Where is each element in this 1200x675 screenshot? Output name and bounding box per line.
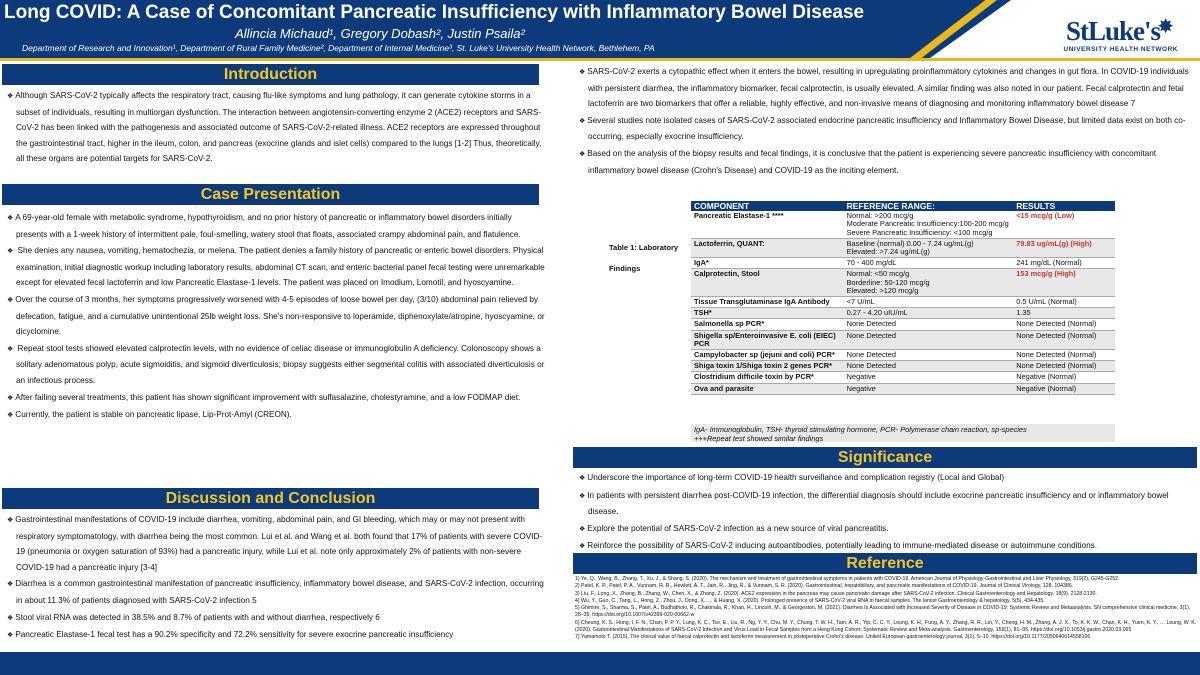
reference-range-cell: Normal: <50 mcg/g Borderline: 50-120 mcg/g Elevated: >120 mcg/g [844,269,1014,297]
discussion-heading: Discussion and Conclusion [2,488,539,509]
list-item: ❖ Explore the potential of SARS-CoV-2 infection as a new source of viral pancreatitis. [579,523,889,533]
introduction-body [7,88,545,168]
reference-range-cell: None Detected [844,350,1014,361]
component-cell: Shigella sp/Enteroinvasive E. coli (EIEC) PCR [691,330,844,349]
result-cell: 0.5 U/mL (Normal) [1013,297,1115,308]
component-cell: Salmonella sp PCR* [691,319,844,330]
list-item: ❖ She denies any nausea, vomiting, hematochezia, or melena. The patient denies a family history of pancreatic or enteric bowel disorders. Physical examination, initial diagnostic workup including laboratory results, abdominal CT scan, and enteric bacterial panel fecal testing were unremarkable except for elevated fecal lactoferrin and low Pancreatic Elastase-1 levels. The patient was placed on Imodium, Lomotil, and hyoscyamine. [7,246,545,288]
reference-item: 7) Yamamoto T. (2015). The clinical value of faecal calprotectin and lactoferrin measurement in postoperative Crohn's disease. United European gastroenterology journal, 3(1), 5–10. https://doi.org/10.1177/2050640614558106 [575,634,1091,641]
poster-footer [0,652,1200,675]
list-item: ❖ After failing several treatments, this patient has shown significant improvement with sulfasalazine, cholestyramine, and a low FODMAP diet. [7,392,521,402]
component-cell: Tissue Transglutaminase IgA Antibody [691,297,844,308]
table-header: REFERENCE RANGE: [844,201,1014,211]
table-row [691,308,1115,319]
result-cell: None Detected (Normal) [1013,361,1115,372]
reference-item: 1) Ye, Q., Wang, B., Zhang, T., Xu, J., & Shang, S. (2020). The mechanism and treatment of gastrointestinal symptoms in patients with COVID-19. American Journal of Physiology-Gastrointestinal and Liver Physiology, 319(2), G245-G252. [575,576,1120,582]
list-item: ❖ Stool viral RNA was detected in 38.5% and 8.7% of patients with and without diarrhea, respectively 6 [7,612,380,622]
case-body [7,210,545,425]
list-item: ❖ Over the course of 3 months, her symptoms progressively worsened with 4-5 episodes of loose bowel per day, (3/10) abdominal pain relieved by defecation, fatigue, and a cumulative unintentional 25lb weight loss. She's non-responsive to loperamide, diphenoxylate/atropine, hyoscyamine, or dicyclomine. [7,294,545,337]
list-item: ❖ Diarrhea is a common gastrointestinal manifestation of pancreatic insufficiency, inflammatory bowel disease, and SARS-CoV-2 infection, occurring in about 11.3% of patients diagnosed with SARS-CoV-2 infection 5 [7,579,544,605]
table-row [691,350,1115,361]
poster-authors: Allincia Michaud¹, Gregory Dobash², Justin Psaila² [235,26,525,41]
list-item: ❖ In patients with persistent diarrhea post-COVID-19 infection, the differential diagnosis should include exocrine pancreatic insufficiency and or inflammatory bowel disease. [579,490,1169,517]
reference-range-cell: Negative [844,383,1014,394]
star-icon: ✸ [1157,16,1174,38]
logo-subtitle: UNIVERSITY HEALTH NETWORK [1063,46,1178,53]
table-row [691,330,1115,349]
list-item: ❖ Pancreatic Elastase-1 fecal test has a 90.2% specificity and 72.2% sensitivity for severe exocrine pancreatic insufficiency [7,630,454,640]
table-row [691,269,1115,297]
reference-list [575,576,1197,642]
result-cell: 241 mg/dL (Normal) [1013,258,1115,269]
reference-range-cell: Negative [844,372,1014,383]
table-row [691,211,1115,238]
introduction-heading: Introduction [2,64,539,85]
reference-range-cell: Baseline (normal) 0.00 - 7.24 ug/mL(g) Elevated: >7.24 ug/mL(g) [844,238,1014,257]
header-divider [0,58,1200,61]
table-row [691,361,1115,372]
poster-header [0,0,1200,58]
table-row [691,297,1115,308]
list-item: ❖ Currently, the patient is stable on pancreatic lipase, Lip-Prot-Amyl (CREON). [7,410,292,420]
poster-affiliations: Department of Research and Innovation¹, Department of Rural Family Medicine², Department of Internal Medicine³, St. Luke's University Health Network, Bethlehem, PA [22,43,655,53]
table-header: COMPONENT [691,201,844,211]
reference-range-cell: <7 U/mL [844,297,1014,308]
table-footnote [691,424,1115,442]
reference-range-cell: None Detected [844,361,1014,372]
poster-title: Long COVID: A Case of Concomitant Pancreatic Insufficiency with Inflammatory Bowel Disease [4,2,865,23]
significance-body [579,470,1191,556]
table-row [691,383,1115,394]
list-item: ❖ Reinforce the possibility of SARS-CoV-2 inducing autoantibodies, potentially leading to immune-mediated disease or autoimmune conditions. [579,541,1098,551]
reference-range-cell: None Detected [844,330,1014,349]
reference-item: 2) Patel, K. P., Patel, P. A., Vunnam, R. R., Hewlett, A. T., Jain, R., Jing, R., & Vunnam, S. R. (2020). Gastrointestinal, hepatobiliary, and pancreatic manifestations of COVID-19. Journal of Clinical Virology, 128, 104386. [575,583,1074,590]
component-cell: Calprotectin, Stool [691,269,844,297]
result-cell: None Detected (Normal) [1013,330,1115,349]
significance-heading: Significance [573,447,1197,468]
list-item: ❖ Underscore the importance of long-term COVID-19 health surveillance and complication registry (Local and Global) [579,473,1005,482]
component-cell: Pancreatic Elastase-1 **** [691,211,844,238]
result-cell: 153 mcg/g (High) [1013,269,1115,297]
logo-wordmark: StLuke's [1065,16,1160,46]
reference-range-cell: Normal: >200 mcg/g Moderate Pancreatic Insufficiency:100-200 mcg/g Severe Pancreatic Insufficiency: <100 mcg/g [844,211,1014,238]
list-item: ❖ Although SARS-CoV-2 typically affects the respiratory tract, causing flu-like symptoms and lung pathology, it can generate cytokine storms in a subset of individuals, resulting in multiorgan dysfunction. The interaction between angiotensin-converting enzyme 2 (ACE2) receptors and SARS-CoV-2 has been linked with the pathogenesis and associated outcome of SARS-CoV-2-related illness. ACE2 receptors are expressed throughout the gastrointestinal tract, higher in the ileum, colon, and pancreas (exocrine glands and islet cells) compared to the lungs [1-2] Thus, theoretically, all these organs are potential targets for SARS-CoV-2. [7,91,542,164]
component-cell: Campylobacter sp (jejuni and coli) PCR* [691,350,844,361]
list-item: ❖ SARS-CoV-2 exerts a cytopathic effect when it enters the bowel, resulting in upregulating proinflammatory cytokines and changes in gut flora. In COVID-19 individuals with persistent diarrhea, the inflammatory biomarker, fecal calprotectin, is usually elevated. A similar finding was also noted in our patient. Fecal calprotectin and fetal lactoferrin are two biomarkers that offer a reliable, highly effective, and non-invasive means of diagnosing and monitoring inflammatory bowel disease 7 [579,67,1189,109]
result-cell: None Detected (Normal) [1013,350,1115,361]
result-cell: None Detected (Normal) [1013,319,1115,330]
table-row [691,372,1115,383]
case-heading: Case Presentation [2,184,539,205]
reference-item: 5) Ghimire, S., Sharma, S., Patel, A., Budhathoki, R., Chakinala, R., Khan, H., Lincoln, M., & Georgeston, M. (2021). Diarrhea Is Associated with Increased Severity of Disease in COVID-19: Systemic Review and Metaanalysis. SN comprehensive clinical medicine, 3(1), 28–35. https://doi.org/10.1007/s42399-020-00662-w [575,605,1191,619]
discussion-body [7,512,545,645]
reference-heading: Reference [573,553,1197,574]
list-item: ❖ Repeat stool tests showed elevated calprotectin levels, with no evidence of celiac disease or immunoglobulin A deficiency. Colonoscopy shows a solitary adenomatous polyp, acute sigmoiditis, and sigmoid diverticulosis; biopsy suggests either segmental colitis with associated diverticulosis or an infectious process. [7,343,545,385]
component-cell: Clostridium difficile toxin by PCR* [691,372,844,383]
lab-findings-table [691,201,1115,395]
list-item: ❖ Gastrointestinal manifestations of COVID-19 include diarrhea, vomiting, abdominal pain, and GI bleeding, which may or may not present with respiratory symptomatology, with diarrhea being the most common. Lui et al. and Wang et al. both found that 17% of patients with severe COVID-19 (pneumonia or oxygen saturation of 93%) had a pancreatic injury, while Lui et al. note only approximately 2% of patients with non-severe COVID-19 had a pancreatic injury [3-4] [7,515,543,572]
reference-range-cell: None Detected [844,319,1014,330]
list-item: ❖ Based on the analysis of the biopsy results and fecal findings, it is conclusive that the patient is experiencing severe pancreatic insufficiency with concomitant inflammatory bowel disease (Crohn's Disease) and COVID-19 as the inciting element. [579,148,1157,175]
reference-item: 3) Liu, F., Long, X., Zhang, B., Zhang, W., Chen, X., & Zhang, Z. (2020). ACE2 expression in the pancreas may cause pancreatic damage after SARS-CoV-2 infection. Clinical Gastroenterology and Hepatology, 18(9), 2128-2130. [575,590,1097,597]
reference-item: 6) Cheung, K. S., Hung, I. F. N., Chan, P. P. Y., Lung, K. C., Tso, E., Liu, R., Ng, Y. Y., Chu, M. Y., Chung, T. W. H., Tam, A. R., Yip, C. C. Y., Leung, K. H., Fung, A. Y., Zhang, R. R., Lin, Y., Cheng, H. M., Zhang, A. J. X., To, K. K. W., Chan, K. H., Yuen, K. Y., … Leung, W. K. (2020). Gastrointestinal Manifestations of SARS-CoV-2 Infection and Virus Load in Fecal Samples from a Hong Kong Cohort: Systematic Review and Meta-analysis. Gastroenterology, 159(1), 81–95. https://doi.org/10.1053/j.gastro.2020.03.065 [575,619,1197,634]
component-cell: Lactoferrin, QUANT: [691,238,844,257]
reference-item: 4) Wu, Y., Guo, C., Tang, L., Hong, Z., Zhou, J., Dong, X., ... & Huang, X. (2020). Prolonged presence of SARS-CoV-2 viral RNA in faecal samples. The lancet Gastroenterology & hepatology, 5(5), 434-435. [575,597,1045,604]
result-cell: Negative (Normal) [1013,383,1115,394]
result-cell: 79.83 ug/mL(g) (High) [1013,238,1115,257]
result-cell: Negative (Normal) [1013,372,1115,383]
table-row [691,258,1115,269]
reference-range-cell: 0.27 - 4.20 uIU/mL [844,308,1014,319]
result-cell: 1.35 [1013,308,1115,319]
table-header: RESULTS [1013,201,1115,211]
table-note-text: IgA- Immunoglobulin, TSH- thyroid stimulating hormone, PCR- Polymerase chain reaction, sp-species +++Repeat test showed similar findings [694,425,1027,443]
table-row [691,238,1115,257]
list-item: ❖ Several studies note isolated cases of SARS-CoV-2 associated endocrine pancreatic insufficiency and Inflammatory Bowel Disease, but limited data exist on both co-occurring, especially exocrine insufficiency. [579,115,1186,142]
table-row [691,319,1115,330]
component-cell: Ova and parasite [691,383,844,394]
result-cell: <15 mcg/g (Low) [1013,211,1115,238]
component-cell: TSH* [691,308,844,319]
component-cell: Shiga toxin 1/Shiga toxin 2 genes PCR* [691,361,844,372]
list-item: ❖ A 69-year-old female with metabolic syndrome, hypothyroidism, and no prior history of pancreatic or inflammatory bowel disorders initially presents with a 1-week history of intermittent pale, foul-smelling, watery stool that floats, associated crampy abdominal pain, and flatulence. [7,213,521,239]
right-column-body [579,64,1191,179]
table-caption: Table 1: Laboratory Findings [609,243,679,273]
component-cell: IgA* [691,258,844,269]
reference-range-cell: 70 - 400 mg/dL [844,258,1014,269]
